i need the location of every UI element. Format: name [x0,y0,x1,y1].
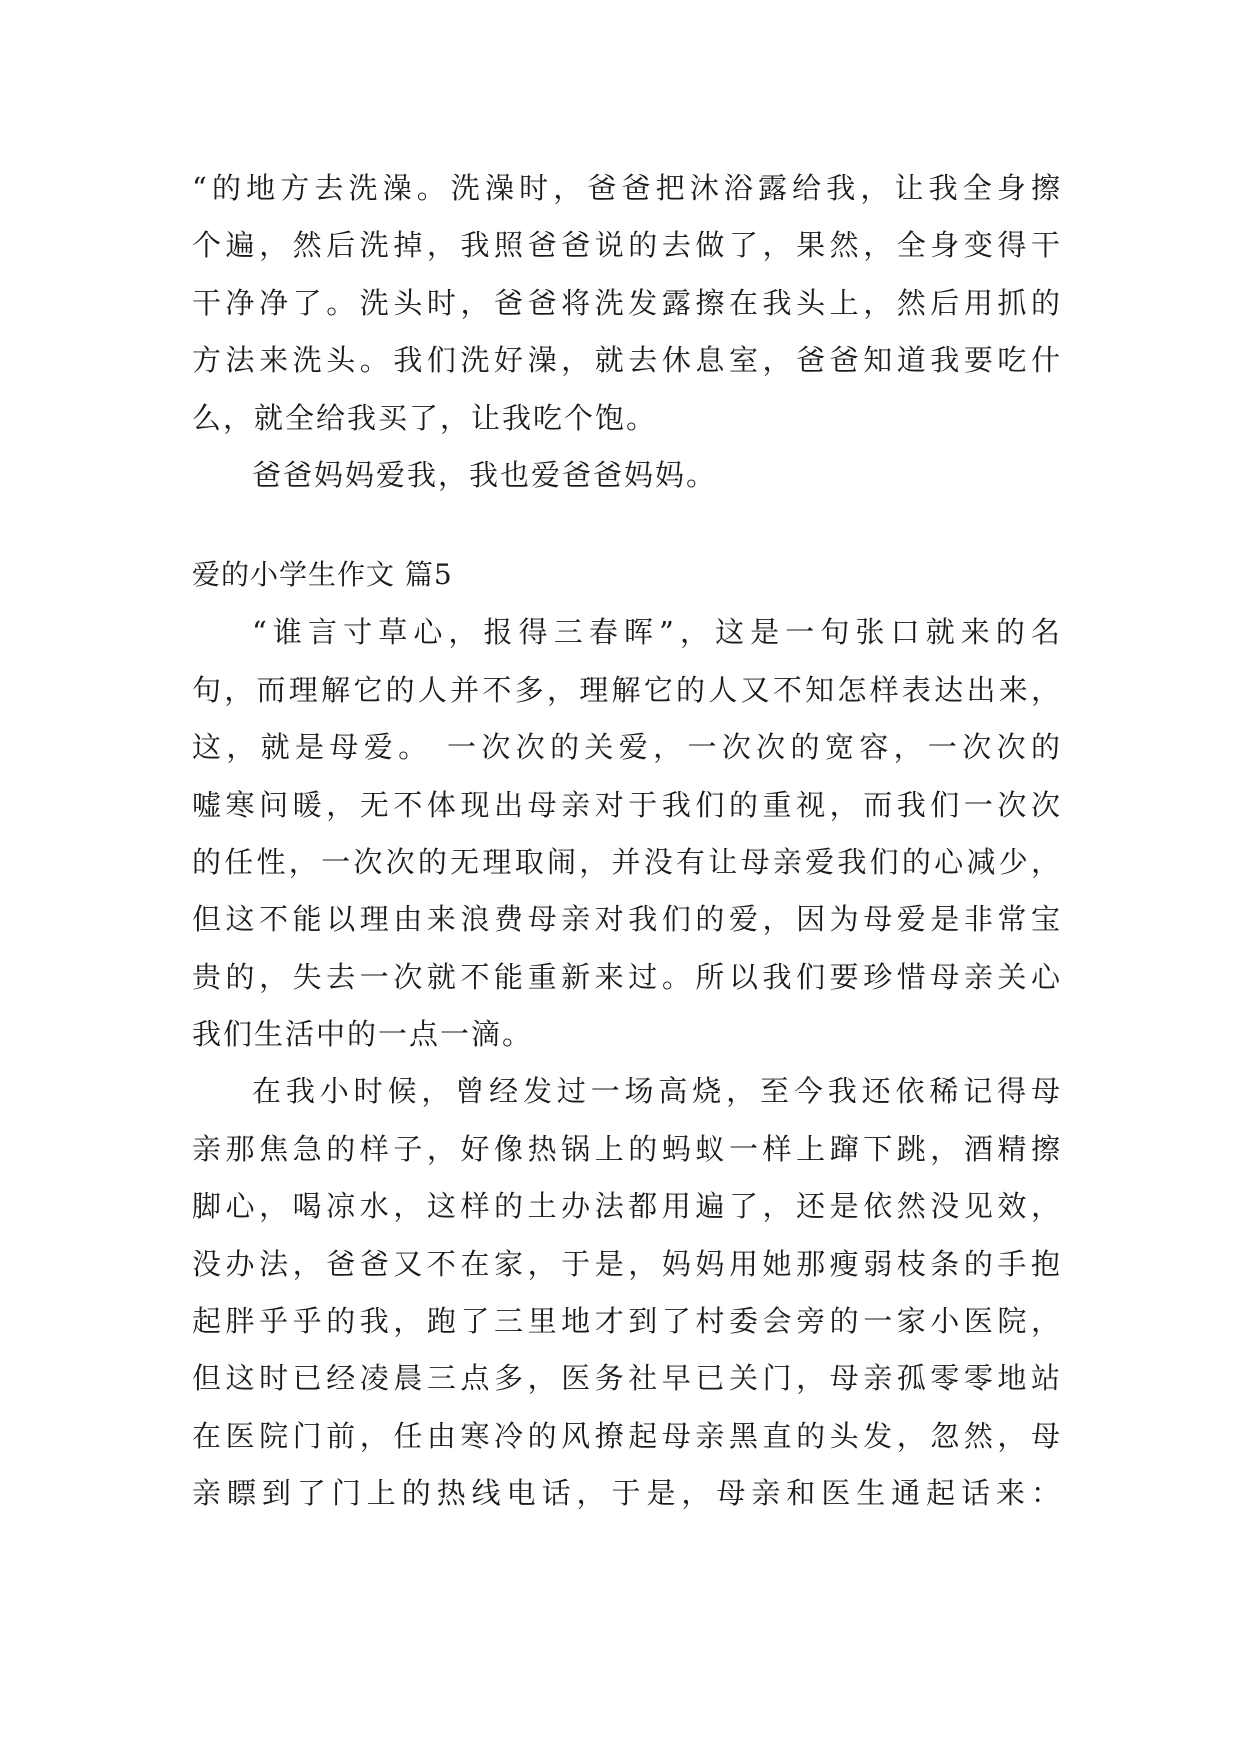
text-line: 但这时已经凌晨三点多，医务社早已关门，母亲孤零零地站 [192,1361,1062,1396]
text-line: 么，就全给我买了，让我吃个饱。 [192,400,658,435]
text-line: 亲瞟到了门上的热线电话，于是，母亲和医生通起话来： [192,1476,1062,1511]
text-line: “的地方去洗澡。洗澡时，爸爸把沐浴露给我，让我全身擦 [192,171,1062,205]
text-line: 没办法，爸爸又不在家，于是，妈妈用她那瘦弱枝条的手抱 [192,1246,1062,1281]
text-line: 我们生活中的一点一滴。 [192,1017,534,1052]
paragraph-fever-story [192,1063,1062,1522]
section-spacer [192,504,1062,546]
text-line: 但这不能以理由来浪费母亲对我们的爱，因为母爱是非常宝 [192,902,1062,937]
text-line: 的任性，一次次的无理取闹，并没有让母亲爱我们的心减少， [192,844,1062,879]
paragraph-bath [192,160,1062,447]
text-line: 起胖乎乎的我，跑了三里地才到了村委会旁的一家小医院， [192,1304,1062,1339]
text-line: 干净净了。洗头时，爸爸将洗发露擦在我头上，然后用抓的 [192,285,1062,320]
text-line: 句，而理解它的人并不多，理解它的人又不知怎样表达出来， [192,672,1062,707]
paragraph-mother-love [192,604,1062,1063]
text-line: 在医院门前，任由寒冷的风撩起母亲黑直的头发，忽然，母 [192,1418,1062,1453]
text-line: 嘘寒问暖，无不体现出母亲对于我们的重视，而我们一次次 [192,787,1062,822]
document-page [192,160,1062,1523]
text-line: 这，就是母爱。 一次次的关爱，一次次的宽容，一次次的 [192,730,1062,765]
text-line: “谁言寸草心，报得三春晖”，这是一句张口就来的名 [252,615,1062,650]
text-line: 脚心，喝凉水，这样的土办法都用遍了，还是依然没见效， [192,1189,1062,1224]
paragraph-love-parents [192,447,1062,504]
text-line: 个遍，然后洗掉，我照爸爸说的去做了，果然，全身变得干 [192,228,1062,263]
section-heading: 爱的小学生作文 篇5 [192,558,453,592]
text-line: 在我小时候，曾经发过一场高烧，至今我还依稀记得母 [252,1074,1062,1109]
text-line: 贵的，失去一次就不能重新来过。所以我们要珍惜母亲关心 [192,959,1062,994]
text-line: 爸爸妈妈爱我，我也爱爸爸妈妈。 [252,457,718,492]
text-line: 方法来洗头。我们洗好澡，就去休息室，爸爸知道我要吃什 [192,343,1062,378]
text-line: 亲那焦急的样子，好像热锅上的蚂蚁一样上蹿下跳，酒精擦 [192,1131,1062,1166]
